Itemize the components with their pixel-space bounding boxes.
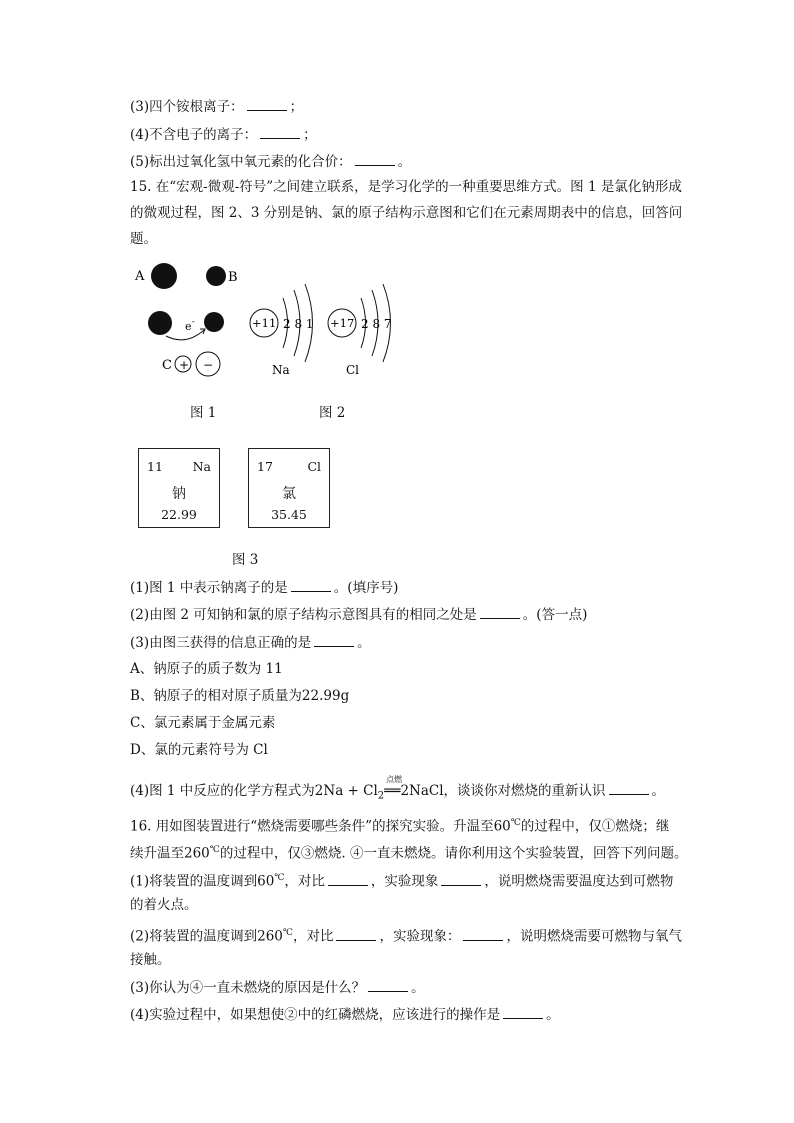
electron-label: e <box>185 320 192 333</box>
q16-stem-line2: 续升温至260℃的过程中，仅③燃烧. ④一直未燃烧。请你利用这个实验装置，回答下列问题。 <box>130 845 688 862</box>
answer-blank[interactable] <box>480 604 520 619</box>
q15-sub4: (4)图 1 中反应的化学方程式为$2Na + Cl_2$ 点燃 ══2NaCl，谈谈你对燃烧的重新认识 。 <box>130 775 666 802</box>
minus-sign: − <box>203 358 214 372</box>
answer-blank[interactable] <box>609 780 649 795</box>
answer-blank[interactable] <box>463 926 503 941</box>
q15-sub1: (1)图 1 中表示钠离子的是 。(填序号) <box>130 577 398 598</box>
option-b[interactable]: B、钠原子的相对原子质量为22.99g <box>130 688 350 704</box>
na-nucleus-charge: +11 <box>252 316 277 330</box>
answer-blank[interactable] <box>247 96 287 111</box>
answer-blank[interactable] <box>328 871 368 886</box>
answer-blank[interactable] <box>260 124 300 139</box>
atomic-mass: 35.45 <box>271 507 307 522</box>
atomic-number: 11 <box>147 459 163 474</box>
q14-item5: (5)标出过氧化氢中氧元素的化合价： 。 <box>130 151 411 172</box>
q14-item3: (3)四个铵根离子： ； <box>130 96 303 117</box>
answer-blank[interactable] <box>336 926 376 941</box>
cl-label: Cl <box>346 363 360 377</box>
element-card-na <box>138 448 220 528</box>
na-label: Na <box>272 363 290 377</box>
q16-sub3: (3)你认为④一直未燃烧的原因是什么？ 。 <box>130 977 425 998</box>
fig1-label-b: B <box>228 270 238 285</box>
element-symbol: Na <box>192 459 211 474</box>
q15-sub3: (3)由图三获得的信息正确的是 。 <box>130 632 371 653</box>
na-shells: 2 8 1 <box>283 317 314 331</box>
answer-blank[interactable] <box>441 871 481 886</box>
plus-sign: + <box>179 358 190 372</box>
q16-stem-line1: 16. 用如图装置进行“燃烧需要哪些条件”的探究实验。升温至60℃的过程中，仅①燃烧；继 <box>130 818 670 835</box>
q16-sub1: (1)将装置的温度调到60℃，对比 ，实验现象 ，说明燃烧需要温度达到可燃物 <box>130 868 673 892</box>
q15-sub2: (2)由图 2 可知钠和氯的原子结构示意图具有的相同之处是 。(答一点) <box>130 604 587 625</box>
cl-shells: 2 8 7 <box>361 317 392 331</box>
option-c[interactable]: C、氯元素属于金属元素 <box>130 715 276 731</box>
fig2-caption: 图 2 <box>319 405 346 421</box>
fig3-caption: 图 3 <box>232 552 259 568</box>
atomic-number: 17 <box>257 459 273 474</box>
answer-blank[interactable] <box>314 632 354 647</box>
q16-sub2: (2)将装置的温度调到260℃，对比 ，实验现象： ，说明燃烧需要可燃物与氧气 <box>130 923 682 947</box>
atom-b <box>206 266 226 286</box>
q16-sub4: (4)实验过程中，如果想使②中的红磷燃烧，应该进行的操作是 。 <box>130 1004 560 1025</box>
element-card-cl <box>248 448 330 528</box>
electron-sign: - <box>192 317 195 326</box>
q16-sub1-cont: 的着火点。 <box>130 897 198 913</box>
q16-sub2-cont: 接触。 <box>130 952 171 968</box>
atom-na <box>148 311 172 335</box>
option-a[interactable]: A、钠原子的质子数为 11 <box>130 661 283 677</box>
atomic-mass: 22.99 <box>161 507 197 522</box>
reaction-condition: 点燃 ══ <box>384 775 403 799</box>
atom-a <box>151 263 177 289</box>
element-name: 氯 <box>282 486 296 502</box>
figure-1-2 <box>120 258 420 393</box>
element-name: 钠 <box>172 486 186 502</box>
fig1-label-a: A <box>135 269 145 284</box>
option-d[interactable]: D、氯的元素符号为 Cl <box>130 742 268 758</box>
answer-blank[interactable] <box>355 151 395 166</box>
fig1-caption: 图 1 <box>190 405 217 421</box>
answer-blank[interactable] <box>291 577 331 592</box>
q14-item4: (4)不含电子的离子： ； <box>130 124 317 145</box>
fig1-label-c: C <box>162 358 172 373</box>
atom-cl <box>204 312 224 332</box>
cl-nucleus-charge: +17 <box>330 316 355 330</box>
element-symbol: Cl <box>307 459 321 474</box>
answer-blank[interactable] <box>368 977 408 992</box>
q15-stem: 15. 在“宏观-微观-符号”之间建立联系，是学习化学的一种重要思维方式。图 1 是氯化钠形成的微观过程，图 2、3 分别是钠、氯的原子结构示意图和它们在元素周期表中的信息，回答问题。 <box>130 179 683 247</box>
answer-blank[interactable] <box>503 1004 543 1019</box>
